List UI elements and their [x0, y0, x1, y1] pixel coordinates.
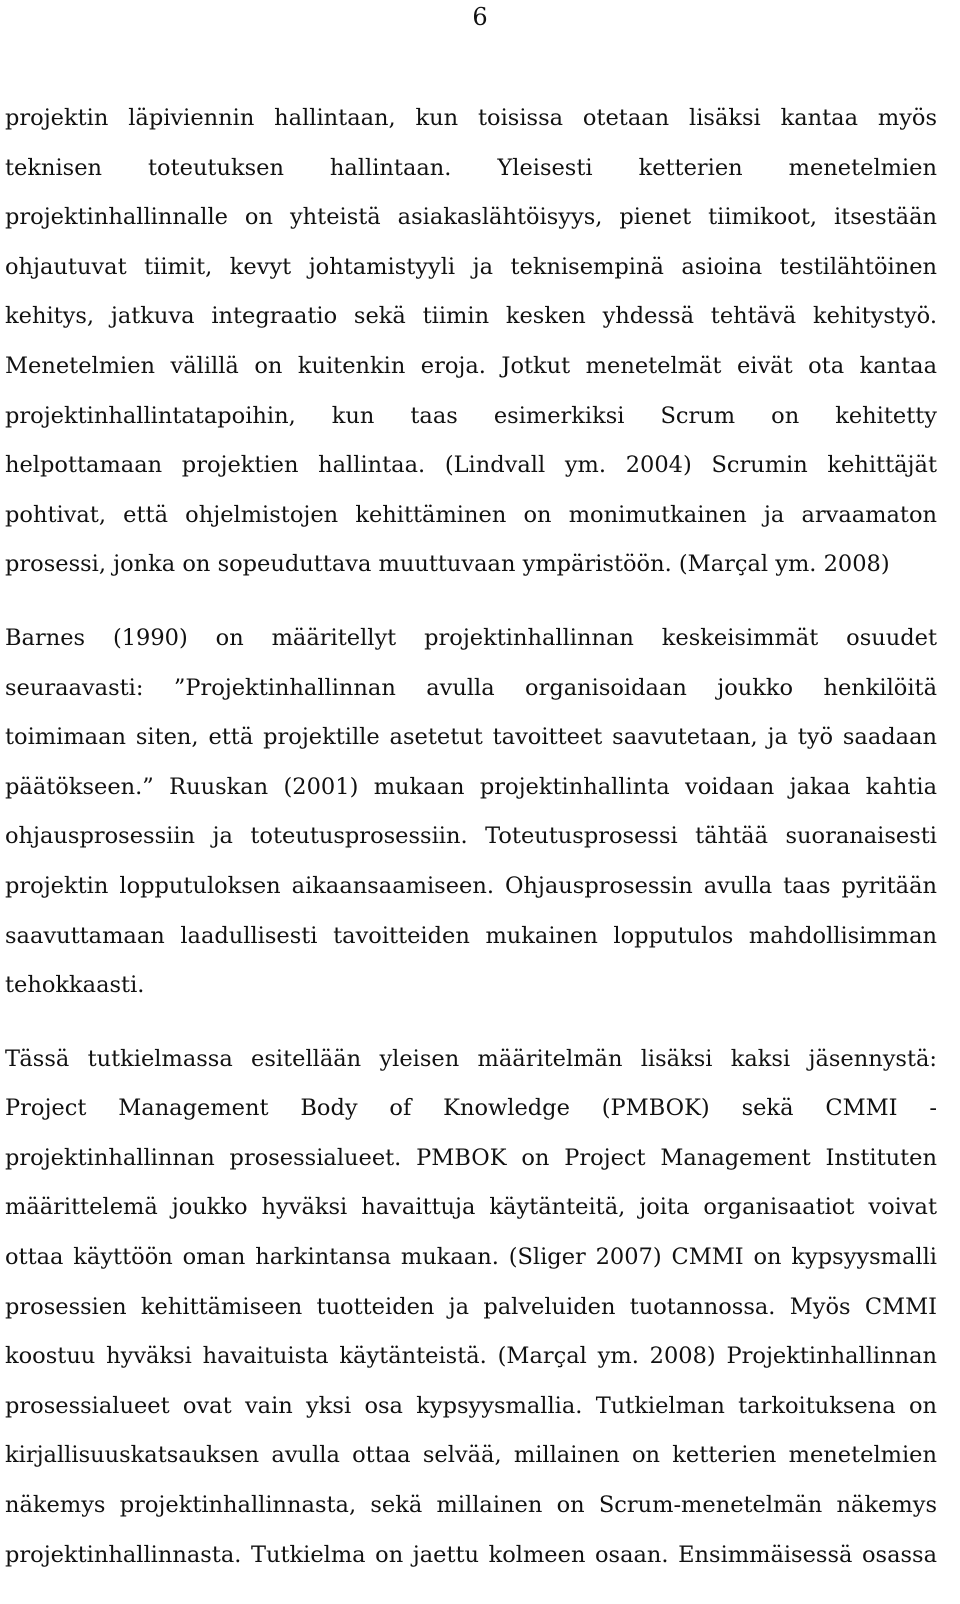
- paragraph-1: [5, 94, 937, 590]
- text-line: Tässä tutkielmassa esitellään yleisen määritelmän lisäksi kaksi jäsennystä:: [5, 1045, 937, 1072]
- text-line: päätökseen.” Ruuskan (2001) mukaan projektinhallinta voidaan jakaa kahtia: [5, 773, 937, 800]
- text-line: prosessialueet ovat vain yksi osa kypsyysmallia. Tutkielman tarkoituksena on: [5, 1392, 937, 1419]
- text-line: prosessien kehittämiseen tuotteiden ja palveluiden tuotannossa. Myös CMMI: [5, 1293, 937, 1320]
- text-line: projektinhallinnalle on yhteistä asiakaslähtöisyys, pienet tiimikoot, itsestään: [5, 204, 937, 231]
- text-line: pohtivat, että ohjelmistojen kehittäminen on monimutkainen ja arvaamaton: [5, 501, 937, 528]
- text-line: projektinhallinnan prosessialueet. PMBOK on Project Management Instituten: [5, 1144, 937, 1171]
- text-line: saavuttamaan laadullisesti tavoitteiden mukainen lopputulos mahdollisimman: [5, 922, 937, 949]
- text-line: kehitys, jatkuva integraatio sekä tiimin kesken yhdessä tehtävä kehitystyö.: [5, 303, 937, 330]
- paragraph-2: [5, 614, 937, 1011]
- text-line: määrittelemä joukko hyväksi havaittuja käytänteitä, joita organisaatiot voivat: [5, 1194, 937, 1221]
- text-line: kirjallisuuskatsauksen avulla ottaa selvää, millainen on ketterien menetelmien: [5, 1442, 937, 1469]
- text-line: Project Management Body of Knowledge (PMBOK) sekä CMMI -: [5, 1095, 937, 1122]
- text-line: projektinhallintatapoihin, kun taas esimerkiksi Scrum on kehitetty: [5, 402, 937, 429]
- text-line: ottaa käyttöön oman harkintansa mukaan. (Sliger 2007) CMMI on kypsyysmalli: [5, 1244, 937, 1271]
- text-line: ohjautuvat tiimit, kevyt johtamistyyli ja teknisempinä asioina testilähtöinen: [5, 253, 937, 280]
- text-line: prosessi, jonka on sopeuduttava muuttuvaan ympäristöön. (Marçal ym. 2008): [5, 551, 890, 578]
- text-line: näkemys projektinhallinnasta, sekä millainen on Scrum-menetelmän näkemys: [5, 1492, 937, 1519]
- text-line: Barnes (1990) on määritellyt projektinhallinnan keskeisimmät osuudet: [5, 624, 937, 651]
- text-line: seuraavasti: ”Projektinhallinnan avulla organisoidaan joukko henkilöitä: [5, 674, 937, 701]
- text-line: tehokkaasti.: [5, 972, 145, 999]
- text-line: helpottamaan projektien hallintaa. (Lindvall ym. 2004) Scrumin kehittäjät: [5, 452, 937, 479]
- text-line: Menetelmien välillä on kuitenkin eroja. Jotkut menetelmät eivät ota kantaa: [5, 352, 937, 379]
- paragraph-3: [5, 1035, 937, 1581]
- text-line: toimimaan siten, että projektille asetetut tavoitteet saavutetaan, ja työ saadaan: [5, 724, 937, 751]
- text-line: koostuu hyväksi havaituista käytänteistä. (Marçal ym. 2008) Projektinhallinnan: [5, 1343, 937, 1370]
- text-line: ohjausprosessiin ja toteutusprosessiin. Toteutusprosessi tähtää suoranaisesti: [5, 823, 937, 850]
- text-line: projektinhallinnasta. Tutkielma on jaettu kolmeen osaan. Ensimmäisessä osassa: [5, 1541, 937, 1568]
- text-line: teknisen toteutuksen hallintaan. Yleisesti ketterien menetelmien: [5, 154, 937, 181]
- text-line: projektin läpiviennin hallintaan, kun toisissa otetaan lisäksi kantaa myös: [5, 105, 937, 131]
- document-body: [5, 94, 937, 1580]
- page-number: 6: [472, 3, 488, 31]
- text-line: projektin lopputuloksen aikaansaamiseen. Ohjausprosessin avulla taas pyritään: [5, 872, 937, 899]
